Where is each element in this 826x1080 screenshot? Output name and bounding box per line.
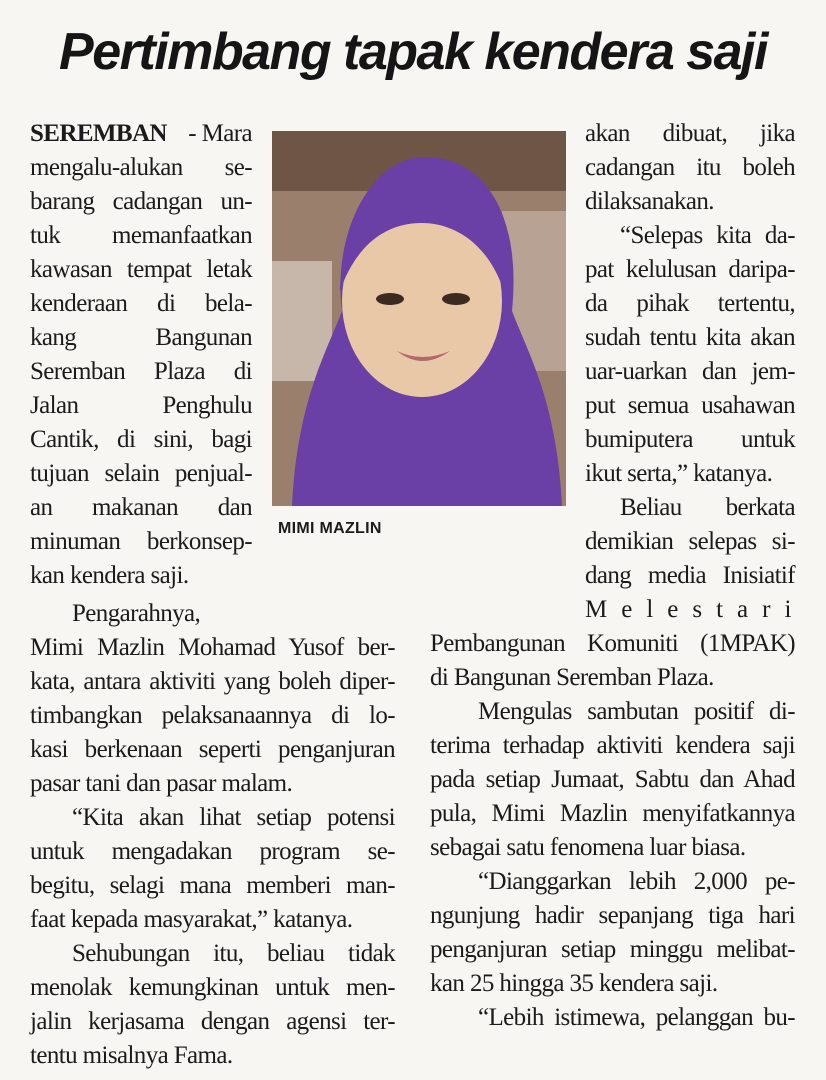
body-line: terima terhadap aktiviti kendera saji [430,732,795,759]
body-line: Beliau berkata [620,494,795,521]
body-line: put semua usahawan [585,392,795,419]
body-line: sebagai satu fenomena luar biasa. [430,834,746,861]
body-line: - Mara [188,120,252,147]
dateline: SEREMBAN [30,120,167,147]
body-line: ikut serta,” katanya. [585,460,773,487]
body-line: “Dianggarkan lebih 2,000 pe- [478,868,795,895]
body-line: faat kepada masyarakat,” katanya. [30,906,353,933]
body-line: kawasan tempat letak [30,256,252,283]
body-line: bumiputera untuk [585,426,795,453]
body-line: kan 25 hingga 35 kendera saji. [430,970,718,997]
body-line: demikian selepas si- [585,528,795,555]
body-line: pada setiap Jumaat, Sabtu dan Ahad [430,766,795,793]
body-line: penganjuran setiap minggu melibat- [430,936,795,963]
body-line: Sehubungan itu, beliau tidak [72,940,395,967]
body-line: ngunjung hadir sepanjang tiga hari [430,902,795,929]
body-line: untuk mengadakan program se- [30,838,395,865]
body-line: dilaksanakan. [585,188,714,215]
body-line: pasar tani dan pasar malam. [30,770,293,797]
body-line: uar-uarkan dan jem- [585,358,795,385]
body-line: menolak kemungkinan untuk men- [30,974,395,1001]
body-line: kang Bangunan [30,324,252,351]
headline: Pertimbang tapak kendera saji [59,23,767,81]
body-line: Pembangunan Komuniti (1MPAK) [430,630,795,657]
body-line: dang media Inisiatif [585,562,795,589]
body-line: kenderaan di bela- [30,290,252,317]
body-line: Mimi Mazlin Mohamad Yusof ber- [30,634,395,661]
body-line: Pengarahnya, [72,600,201,627]
body-line: barang cadangan un- [30,188,252,215]
body-line: Jalan Penghulu [30,392,252,419]
body-line: kan kendera saji. [30,562,189,589]
body-line: sudah tentu kita akan [585,324,795,351]
body-line: Cantik, di sini, bagi [30,426,252,453]
body-line: tuk memanfaatkan [30,222,252,249]
body-line: minuman berkonsep- [30,528,252,555]
body-line: “Selepas kita da- [620,222,795,249]
photo-caption: MIMI MAZLIN [278,520,382,537]
body-line: pat kelulusan daripa- [585,256,795,283]
body-line: begitu, selagi mana memberi man- [30,872,395,899]
body-line: Seremban Plaza di [30,358,252,385]
body-line: tujuan selain penjual- [30,460,252,487]
body-line: di Bangunan Seremban Plaza. [430,664,714,691]
body-line: cadangan itu boleh [585,154,795,181]
body-line: “Kita akan lihat setiap potensi [72,804,395,831]
body-line: Melestari [585,596,806,623]
body-line: kata, antara aktiviti yang boleh diper- [30,668,395,695]
body-line: da pihak tertentu, [585,290,795,317]
body-line: “Lebih istimewa, pelanggan bu- [478,1004,795,1031]
body-line: kasi berkenaan seperti penganjuran [30,736,395,763]
body-line: tentu misalnya Fama. [30,1042,233,1069]
body-line: pula, Mimi Mazlin menyifatkannya [430,800,795,827]
body-line: Mengulas sambutan positif di- [478,698,795,725]
portrait-photo [272,131,566,506]
body-line: akan dibuat, jika [585,120,795,147]
body-line: mengalu-alukan se- [30,154,252,181]
body-line: an makanan dan [30,494,252,521]
body-line: jalin kerjasama dengan agensi ter- [30,1008,395,1035]
body-line: timbangkan pelaksanaannya di lo- [30,702,395,729]
